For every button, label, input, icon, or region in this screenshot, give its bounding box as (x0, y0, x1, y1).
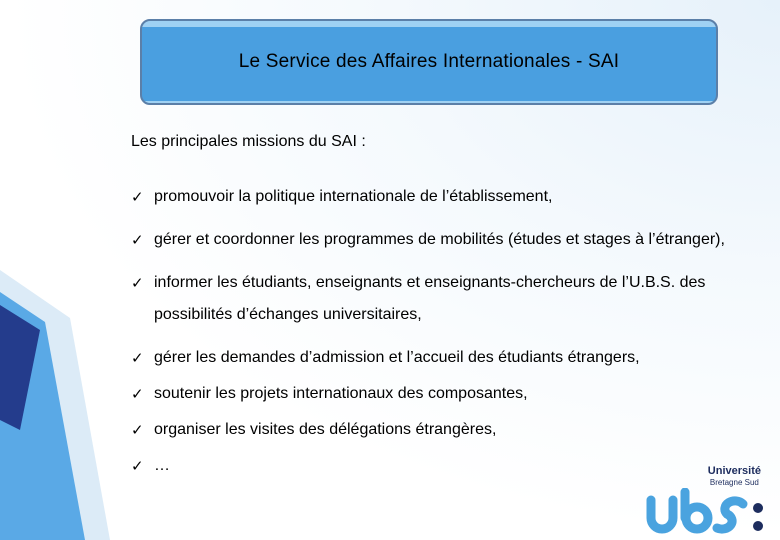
checkmark-icon: ✓ (131, 385, 144, 403)
list-item: ✓ organiser les visites des délégations étrangères, (131, 414, 761, 446)
list-item: ✓ … (131, 450, 761, 482)
list-item: ✓ promouvoir la politique internationale de l’établissement, (131, 181, 761, 213)
slide-title: Le Service des Affaires Internationales - SAI (238, 51, 620, 72)
university-logo (645, 466, 775, 538)
ubs-logo-mark (645, 488, 775, 538)
decorative-side-shapes (0, 0, 140, 540)
title-banner (140, 19, 718, 105)
checkmark-icon: ✓ (131, 231, 144, 249)
missions-intro: Les principales missions du SAI : (131, 133, 366, 150)
logo-wordmark: Université Bretagne Sud (707, 465, 761, 487)
checkmark-icon: ✓ (131, 457, 144, 475)
list-item: ✓ informer les étudiants, enseignants et enseignants-chercheurs de l’U.B.S. des possibilités d’échanges universitaires, (131, 267, 761, 331)
checkmark-icon: ✓ (131, 421, 144, 439)
list-item: ✓ gérer les demandes d’admission et l’accueil des étudiants étrangers, (131, 342, 761, 374)
list-item: ✓ gérer et coordonner les programmes de mobilités (études et stages à l’étranger), (131, 224, 761, 256)
list-item: ✓ soutenir les projets internationaux des composantes, (131, 378, 761, 410)
missions-list (131, 181, 761, 486)
checkmark-icon: ✓ (131, 274, 144, 292)
checkmark-icon: ✓ (131, 349, 144, 367)
checkmark-icon: ✓ (131, 188, 144, 206)
